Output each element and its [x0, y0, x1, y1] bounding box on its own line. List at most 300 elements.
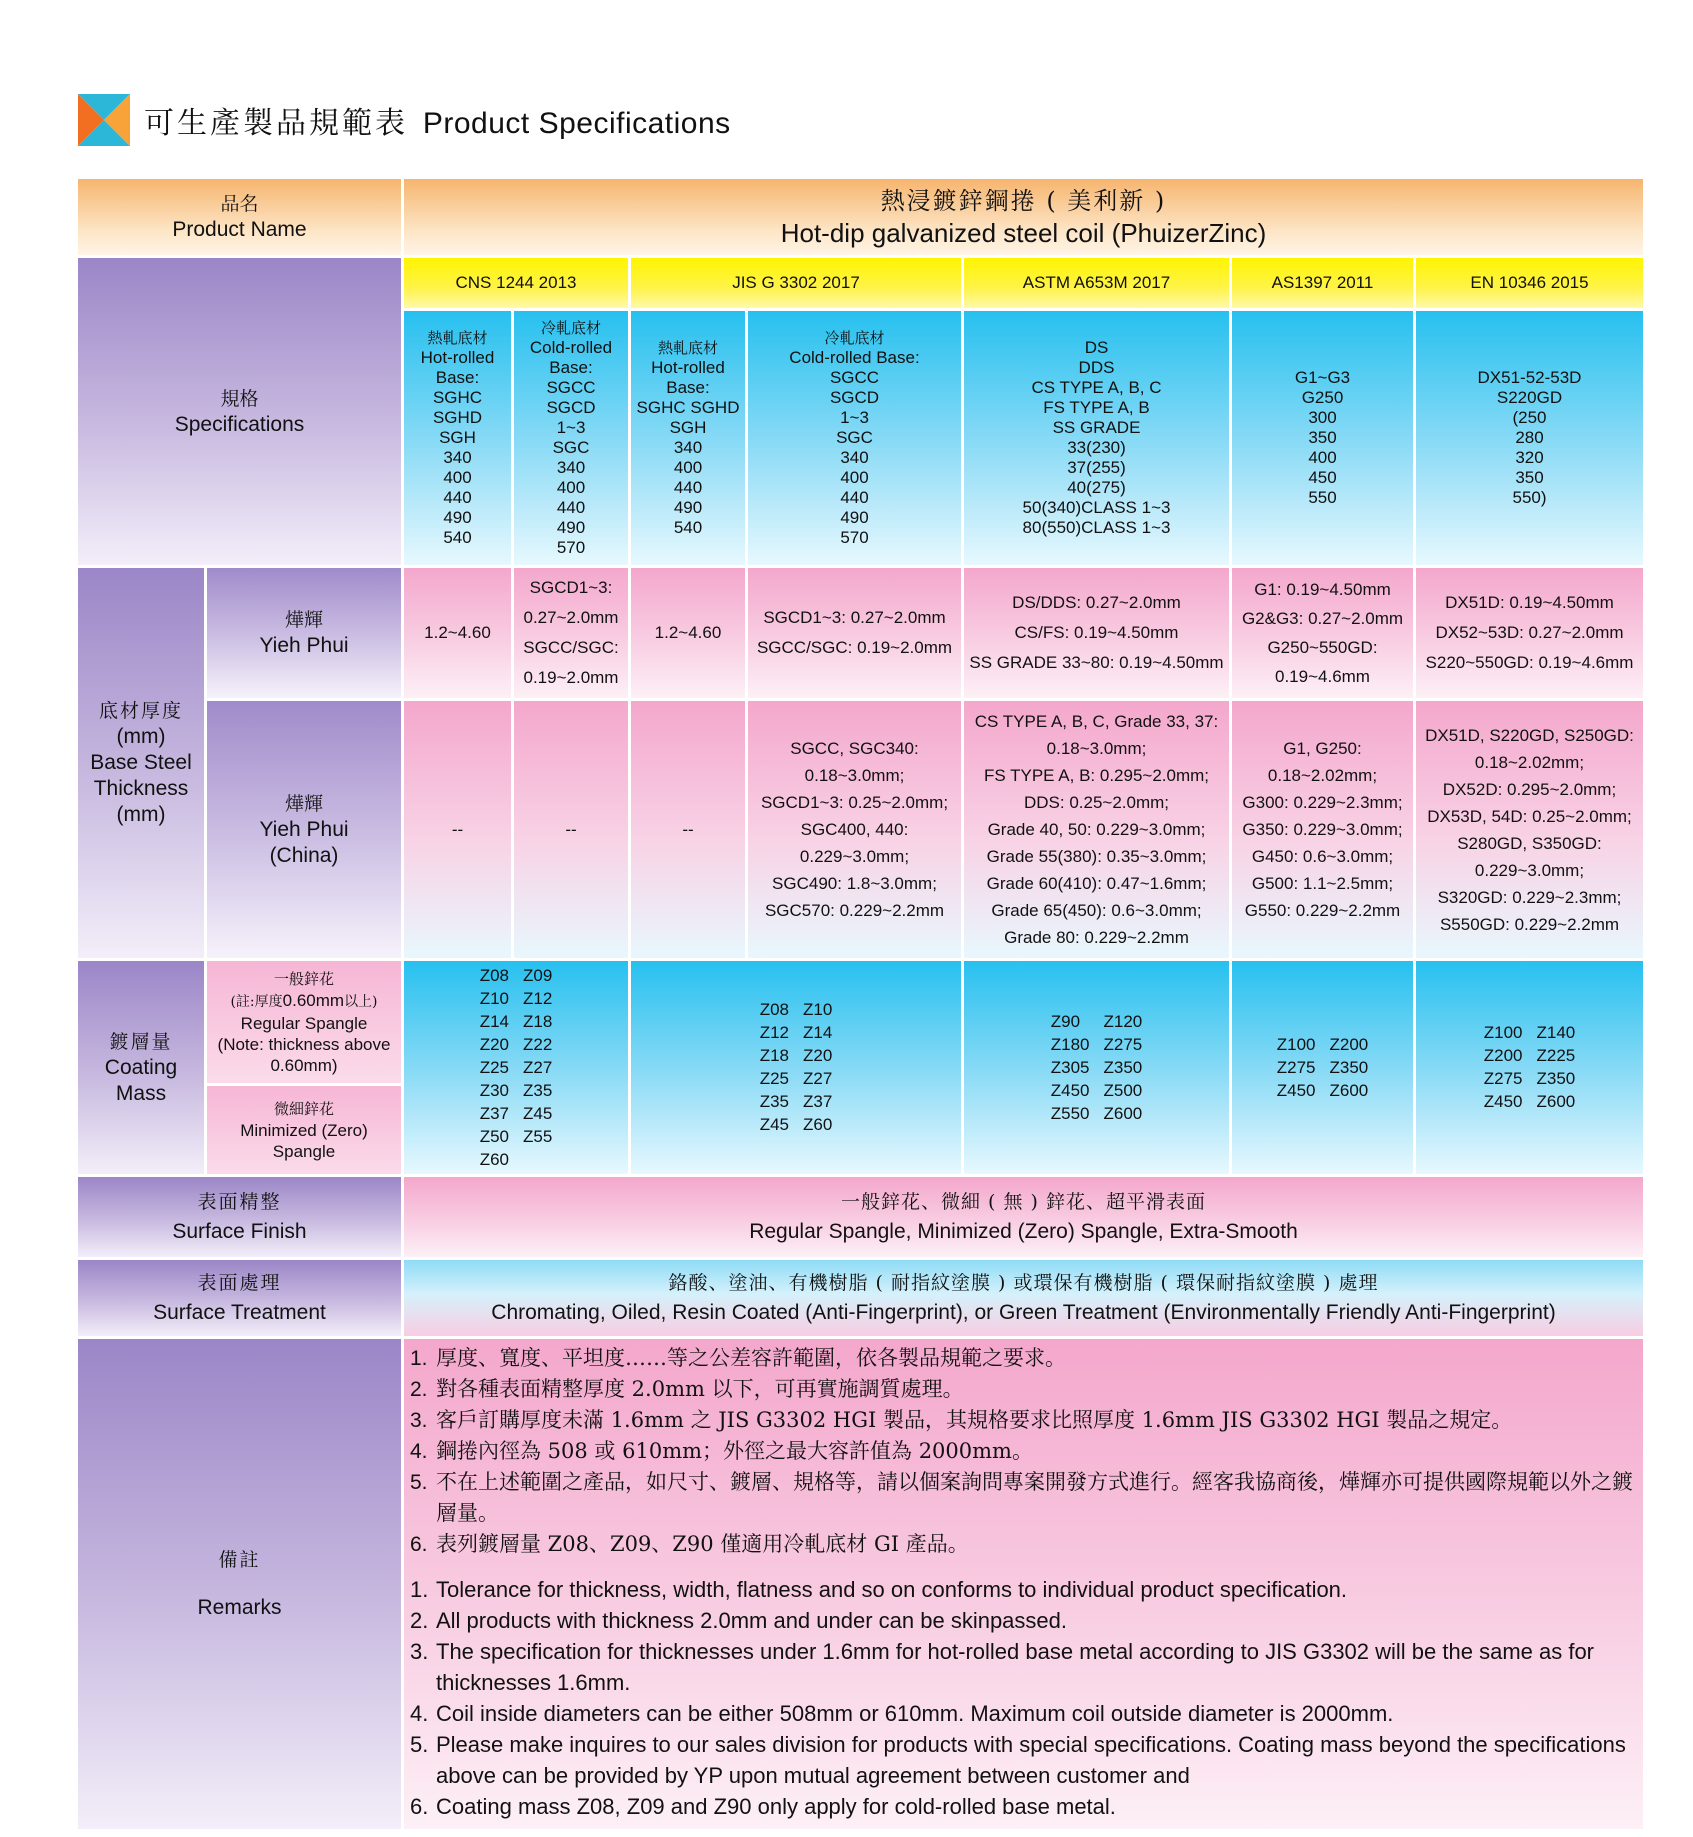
spec-jis-hot-line: 440 [673, 478, 703, 497]
yp-en [1416, 568, 1643, 698]
coating-astm-value: Z120 [1103, 1011, 1143, 1031]
spec-cns-hot-line: Hot-rolled [420, 348, 495, 367]
ypc-en-line: DX51D, S220GD, S250GD: [1425, 725, 1634, 745]
spec-as [1232, 311, 1413, 565]
spec-jis-cold-zh: 冷軋底材 [824, 329, 885, 347]
spec-en-line: S220GD [1496, 388, 1563, 407]
spec-cns-cold-line: 1~3 [556, 418, 586, 437]
coating-cns-grid [480, 966, 553, 1170]
spec-as-line: 450 [1308, 468, 1337, 487]
ypc-en-line: 0.18~2.02mm; [1474, 752, 1585, 772]
ypc-astm-line: Grade 40, 50: 0.229~3.0mm; [987, 820, 1206, 839]
ypc-label-en2: (China) [269, 843, 339, 867]
spec-jis-cold-line: 340 [840, 448, 869, 467]
spec-astm-line: CS TYPE A, B, C [1031, 378, 1162, 397]
spec-cns-hot-line: 340 [443, 448, 472, 467]
minimized-spangle-line: Spangle [272, 1141, 336, 1161]
coating-en-grid [1484, 1023, 1576, 1112]
specifications-label-zh: 規格 [220, 387, 259, 410]
spec-cns-hot-line: 440 [443, 488, 472, 507]
coating-cns-value: Z50 [479, 1126, 509, 1146]
coating-astm [964, 961, 1229, 1174]
spec-jis-hot-line: 340 [673, 438, 703, 457]
spec-cns-hot-line: SGHD [432, 408, 483, 427]
remark-en-item [410, 1574, 1637, 1605]
coating-jis-value: Z14 [803, 1023, 833, 1042]
spec-cns-hot-line: SGH [439, 428, 476, 447]
remarks-content [404, 1339, 1643, 1829]
ypc-cns-hot: -- [404, 701, 511, 958]
yp-astm-line: DS/DDS: 0.27~2.0mm [1012, 593, 1181, 612]
spec-jis-cold [748, 311, 961, 565]
coating-cns-value: Z27 [523, 1057, 553, 1077]
minimized-spangle-zh: 微細鋅花 [273, 1099, 334, 1118]
ypc-astm [964, 701, 1229, 958]
remark-zh-item [410, 1436, 1637, 1467]
ypc-as-line: G500: 1.1~2.5mm; [1251, 874, 1394, 893]
coating-astm-value: Z275 [1103, 1034, 1143, 1054]
remark-en-item [410, 1698, 1637, 1729]
remark-en-item [410, 1729, 1637, 1791]
spec-cns-hot-zh: 熱軋底材 [427, 329, 488, 347]
spec-cns-cold-line: SGC [552, 438, 590, 457]
thickness-label-line: Base Steel [90, 751, 192, 774]
spec-cns-cold-zh: 冷軋底材 [540, 319, 601, 337]
yp-astm [964, 568, 1229, 698]
spec-jis-hot-line: 540 [673, 518, 703, 537]
coating-cns-value: Z30 [479, 1080, 509, 1100]
yp-jis-cold-line: SGCC/SGC: 0.19~2.0mm [756, 638, 953, 657]
coating-as-value: Z350 [1329, 1057, 1369, 1077]
note-zh-part: (註:厚度 [230, 993, 283, 1010]
surface-finish-label [78, 1177, 401, 1257]
coating-astm-value: Z500 [1103, 1080, 1143, 1100]
remark-en-text: Coil inside diameters can be either 508mm or 610mm. Maximum coil outside diameter is 2000mm. [436, 1701, 1394, 1726]
spec-astm-line: FS TYPE A, B [1043, 398, 1150, 417]
yp-as-line: G250~550GD: [1267, 638, 1378, 657]
ypc-label-zh: 燁輝 [284, 792, 323, 815]
coating-cns-value: Z22 [523, 1034, 553, 1054]
spec-astm-line: 33(230) [1067, 438, 1126, 457]
remark-en-number: 1. [410, 1577, 429, 1602]
coating-cns-value: Z14 [479, 1011, 509, 1031]
regular-spangle-line: Regular Spangle [240, 1013, 368, 1033]
standard-astm: ASTM A653M 2017 [964, 258, 1229, 308]
spec-cns-cold-line: 400 [556, 478, 586, 497]
coating-jis-value: Z10 [803, 1000, 833, 1019]
regular-spangle-note-zh [230, 990, 377, 1013]
yp-cns-cold-line: SGCC/SGC: [523, 638, 619, 657]
remarks-label-zh: 備註 [218, 1549, 261, 1571]
spec-astm-line: 37(255) [1067, 458, 1126, 477]
ypc-astm-line: 0.18~3.0mm; [1046, 739, 1147, 758]
spec-cns-cold-line: 570 [556, 538, 586, 557]
ypc-jis-cold-line: SGCD1~3: 0.25~2.0mm; [760, 793, 949, 812]
spec-jis-hot-line: SGHC SGHD [636, 398, 740, 417]
product-name-label-en: Product Name [172, 218, 307, 241]
yp-cns-hot: 1.2~4.60 [404, 568, 511, 698]
remarks-en-list [410, 1574, 1637, 1822]
ypc-as-line: 0.18~2.02mm; [1267, 766, 1378, 785]
remark-en-number: 5. [410, 1732, 429, 1757]
remark-en-number: 4. [410, 1701, 429, 1726]
remark-en-item [410, 1605, 1637, 1636]
coating-cns-value: Z20 [479, 1034, 509, 1054]
yp-as-line: G1: 0.19~4.50mm [1254, 580, 1391, 599]
coating-astm-grid [1051, 1012, 1143, 1124]
ypc-as-line: G450: 0.6~3.0mm; [1251, 847, 1394, 866]
coating-jis-value: Z18 [759, 1046, 789, 1065]
thickness-label [78, 568, 204, 958]
spec-cns-cold-line: Base: [549, 358, 593, 377]
yp-jis-cold-line: SGCD1~3: 0.27~2.0mm [763, 608, 946, 627]
coating-astm-value: Z600 [1103, 1103, 1143, 1123]
regular-spangle-zh: 一般鋅花 [273, 969, 334, 988]
remark-en-item [410, 1791, 1637, 1822]
coating-en-value: Z200 [1483, 1046, 1523, 1065]
remark-zh-text: 厚度、寬度、平坦度……等之公差容許範圍，依各製品規範之要求。 [436, 1346, 1066, 1370]
ypc-jis-cold [748, 701, 961, 958]
spec-jis-cold-line: 570 [840, 528, 869, 547]
thickness-label-zh: 底材厚度 [98, 700, 183, 722]
spec-jis-cold-line: SGCC [829, 368, 880, 387]
remark-zh-text: 不在上述範圍之產品，如尺寸、鍍層、規格等，請以個案詢問專案開發方式進行。經客我協商後，燁輝亦可提供國際規範以外之鍍層量。 [436, 1470, 1633, 1525]
remark-en-text: The specification for thicknesses under 1.6mm for hot-rolled base metal according to JIS G3302 will be the same as for thicknesses 1.6mm. [436, 1639, 1595, 1695]
ypc-en-line: 0.229~3.0mm; [1474, 860, 1585, 880]
ypc-astm-line: Grade 55(380): 0.35~3.0mm; [986, 847, 1207, 866]
yp-jis-cold [748, 568, 961, 698]
yp-label-en: Yieh Phui [259, 634, 349, 657]
spec-astm-line: SS GRADE [1052, 418, 1141, 437]
remark-zh-number: 1. [410, 1347, 428, 1370]
standard-jis: JIS G 3302 2017 [631, 258, 961, 308]
coating-astm-value: Z90 [1050, 1011, 1081, 1031]
ypc-jis-cold-line: 0.229~3.0mm; [799, 847, 910, 866]
spec-cns-hot [404, 311, 511, 565]
yp-as [1232, 568, 1413, 698]
coating-astm-value: Z180 [1050, 1034, 1090, 1054]
coating-cns-value: Z35 [523, 1080, 553, 1100]
minimized-spangle-line: Minimized (Zero) [240, 1120, 368, 1140]
product-name-label [78, 179, 401, 255]
product-name-value-en: Hot-dip galvanized steel coil (PhuizerZinc) [780, 218, 1267, 248]
spec-jis-cold-line: Cold-rolled Base: [789, 348, 920, 367]
spec-as-line: G1~G3 [1294, 368, 1351, 387]
page-header [78, 94, 731, 146]
spec-jis-cold-line: SGC [836, 428, 873, 447]
coating-as [1232, 961, 1413, 1174]
yp-cns-cold [514, 568, 628, 698]
spec-as-line: 300 [1308, 408, 1337, 427]
spec-jis-hot-zh: 熱軋底材 [657, 339, 718, 357]
coating-label-zh: 鍍層量 [109, 1030, 173, 1053]
coating-cns-value: Z55 [523, 1126, 553, 1146]
ypc-jis-cold-line: SGCC, SGC340: [790, 739, 919, 758]
spec-jis-hot-line: Hot-rolled [651, 358, 725, 377]
spec-en-line: 320 [1515, 448, 1544, 467]
product-name-value [404, 179, 1643, 255]
surface-treatment-label-zh: 表面處理 [197, 1272, 282, 1294]
surface-treatment-value [404, 1260, 1643, 1336]
coating-as-grid [1277, 1035, 1369, 1101]
coating-jis [631, 961, 961, 1174]
remark-zh-number: 6. [410, 1533, 428, 1556]
remark-zh-item [410, 1343, 1637, 1374]
surface-treatment-label [78, 1260, 401, 1336]
surface-finish-value-zh: 一般鋅花、微細 ( 無 ) 鋅花、超平滑表面 [841, 1191, 1206, 1213]
remark-zh-number: 2. [410, 1378, 428, 1401]
ypc-astm-line: CS TYPE A, B, C, Grade 33, 37: [974, 712, 1219, 731]
remarks-label-en: Remarks [197, 1596, 282, 1619]
remark-en-text: Tolerance for thickness, width, flatness and so on conforms to individual product specification. [436, 1577, 1348, 1602]
coating-cns [404, 961, 628, 1174]
spec-jis-cold-line: 490 [840, 508, 869, 527]
coating-en-value: Z350 [1536, 1069, 1576, 1088]
coating-jis-value: Z20 [803, 1046, 833, 1065]
ypc-en-line: DX53D, 54D: 0.25~2.0mm; [1427, 806, 1632, 826]
coating-jis-value: Z27 [803, 1069, 833, 1088]
coating-jis-grid [760, 1000, 833, 1135]
ypc-cns-cold: -- [514, 701, 628, 958]
yp-cns-cold-line: 0.19~2.0mm [523, 668, 619, 687]
remark-zh-number: 4. [410, 1440, 428, 1463]
company-logo-icon [78, 94, 130, 146]
spec-cns-hot-line: 540 [443, 528, 472, 547]
spec-en-line: 280 [1515, 428, 1544, 447]
ypc-as [1232, 701, 1413, 958]
ypc-astm-line: FS TYPE A, B: 0.295~2.0mm; [983, 766, 1210, 785]
coating-jis-value: Z37 [803, 1092, 833, 1111]
yp-en-line: DX52~53D: 0.27~2.0mm [1435, 623, 1624, 642]
coating-astm-value: Z350 [1103, 1057, 1143, 1077]
yp-cns-cold-line: SGCD1~3: [529, 578, 613, 597]
spec-as-line: 350 [1308, 428, 1337, 447]
remark-en-number: 3. [410, 1639, 429, 1664]
coating-en-value: Z140 [1536, 1023, 1576, 1042]
spec-en-line: (250 [1512, 408, 1547, 427]
coating-cns-value: Z09 [523, 965, 553, 985]
coating-label [78, 961, 204, 1174]
ypc-label-en: Yieh Phui [259, 817, 349, 841]
minimized-spangle-label [207, 1086, 401, 1174]
note-zh-part: 以上) [344, 993, 378, 1010]
coating-label-en: Mass [115, 1081, 167, 1105]
remark-zh-item [410, 1405, 1637, 1436]
coating-en-value: Z600 [1536, 1092, 1576, 1111]
surface-treatment-label-en: Surface Treatment [153, 1301, 326, 1324]
yp-jis-hot: 1.2~4.60 [631, 568, 745, 698]
remark-zh-item [410, 1529, 1637, 1560]
coating-cns-value: Z60 [479, 1149, 509, 1169]
spec-as-line: 550 [1308, 488, 1337, 507]
coating-jis-value: Z45 [759, 1115, 789, 1134]
remarks-zh-list [410, 1343, 1637, 1560]
spec-astm-line: 40(275) [1067, 478, 1126, 497]
ypc-jis-cold-line: SGC570: 0.229~2.2mm [764, 901, 945, 920]
yp-en-line: S220~550GD: 0.19~4.6mm [1425, 653, 1634, 672]
surface-finish-value-en: Regular Spangle, Minimized (Zero) Spangle, Extra-Smooth [749, 1220, 1298, 1243]
spec-cns-cold-line: SGCC [546, 378, 596, 397]
regular-spangle-label [207, 961, 401, 1083]
spec-cns-cold-line: 490 [556, 518, 586, 537]
spec-as-line: G250 [1301, 388, 1344, 407]
remark-zh-number: 3. [410, 1409, 428, 1432]
coating-jis-value: Z12 [759, 1023, 789, 1042]
ypc-en [1416, 701, 1643, 958]
coating-en [1416, 961, 1643, 1174]
surface-treatment-value-zh: 鉻酸、塗油、有機樹脂 ( 耐指紋塗膜 ) 或環保有機樹脂 ( 環保耐指紋塗膜 ) 處理 [668, 1272, 1379, 1294]
coating-as-value: Z275 [1276, 1057, 1316, 1077]
spec-astm-line: 80(550)CLASS 1~3 [1022, 518, 1171, 537]
yp-as-line: G2&G3: 0.27~2.0mm [1241, 609, 1404, 628]
remark-zh-text: 對各種表面精整厚度 2.0mm 以下，可再實施調質處理。 [436, 1377, 964, 1401]
spec-as-line: 400 [1308, 448, 1337, 467]
coating-cns-value: Z08 [479, 965, 509, 985]
surface-finish-label-en: Surface Finish [172, 1220, 307, 1243]
ypc-as-line: G550: 0.229~2.2mm [1244, 901, 1401, 920]
standard-cns: CNS 1244 2013 [404, 258, 628, 308]
spec-cns-cold-line: 340 [556, 458, 586, 477]
coating-astm-value: Z550 [1050, 1103, 1090, 1123]
spec-en [1416, 311, 1643, 565]
remark-en-number: 2. [410, 1608, 429, 1633]
spec-cns-cold-line: 440 [556, 498, 586, 517]
ypc-astm-line: Grade 80: 0.229~2.2mm [1004, 928, 1189, 947]
ypc-en-line: S320GD: 0.229~2.3mm; [1437, 887, 1622, 907]
coating-astm-value: Z305 [1050, 1057, 1090, 1077]
yp-astm-line: CS/FS: 0.19~4.50mm [1014, 623, 1179, 642]
spec-astm-line: 50(340)CLASS 1~3 [1022, 498, 1171, 517]
ypc-jis-cold-line: SGC400, 440: [800, 820, 909, 839]
remark-zh-item [410, 1374, 1637, 1405]
coating-cns-value: Z18 [523, 1011, 553, 1031]
spec-en-line: DX51-52-53D [1477, 368, 1582, 387]
spec-jis-cold-line: 440 [840, 488, 869, 507]
coating-jis-value: Z08 [759, 1000, 789, 1019]
spec-jis-hot [631, 311, 745, 565]
remark-zh-item [410, 1467, 1637, 1529]
spec-table [78, 179, 1634, 1819]
spec-cns-cold [514, 311, 628, 565]
ypc-astm-line: Grade 60(410): 0.47~1.6mm; [986, 874, 1207, 893]
ypc-as-line: G350: 0.229~3.0mm; [1242, 820, 1403, 839]
ypc-as-line: G1, G250: [1283, 739, 1362, 758]
coating-en-value: Z450 [1483, 1092, 1523, 1111]
remark-zh-text: 鋼捲內徑為 508 或 610mm；外徑之最大容許值為 2000mm。 [436, 1439, 1033, 1463]
regular-spangle-line: (Note: thickness above [217, 1034, 391, 1054]
ypc-jis-cold-line: 0.18~3.0mm; [804, 766, 905, 785]
coating-en-value: Z275 [1483, 1069, 1523, 1088]
yp-label [207, 568, 401, 698]
ypc-jis-cold-line: SGC490: 1.8~3.0mm; [772, 874, 937, 893]
surface-finish-label-zh: 表面精整 [197, 1191, 282, 1213]
ypc-jis-hot: -- [631, 701, 745, 958]
note-num: 0.60mm [282, 990, 345, 1010]
yp-as-line: 0.19~4.6mm [1275, 667, 1370, 686]
spec-cns-hot-line: Base: [435, 368, 480, 387]
coating-cns-value: Z12 [523, 988, 553, 1008]
coating-label-en: Coating [104, 1055, 178, 1079]
yp-en-line: DX51D: 0.19~4.50mm [1445, 593, 1614, 612]
product-name-value-zh: 熱浸鍍鋅鋼捲 ( 美利新 ) [880, 187, 1167, 215]
spec-jis-cold-line: 400 [840, 468, 869, 487]
spec-jis-hot-line: 490 [673, 498, 703, 517]
yp-label-zh: 燁輝 [284, 609, 323, 631]
ypc-en-line: S280GD, S350GD: [1457, 833, 1602, 853]
remark-en-text: Please make inquires to our sales division for products with special specifications. Coating mass beyond the specifications above can be provided by YP upon mutual agreement between customer and [436, 1732, 1626, 1788]
remark-zh-number: 5. [410, 1471, 428, 1494]
coating-as-value: Z200 [1329, 1034, 1369, 1054]
standard-as: AS1397 2011 [1232, 258, 1413, 308]
spec-en-line: 350 [1515, 468, 1544, 487]
coating-cns-value: Z37 [479, 1103, 509, 1123]
page-title-en: Product Specifications [422, 107, 731, 140]
coating-cns-value: Z25 [479, 1057, 509, 1077]
spec-astm-line: DDS [1078, 358, 1115, 377]
spec-jis-cold-line: 1~3 [840, 408, 869, 427]
coating-jis-value: Z35 [759, 1092, 789, 1111]
remark-en-number: 6. [410, 1794, 429, 1819]
spec-astm [964, 311, 1229, 565]
remark-zh-text: 表列鍍層量 Z08、Z09、Z90 僅適用冷軋底材 GI 產品。 [436, 1532, 969, 1556]
surface-finish-value [404, 1177, 1643, 1257]
remarks-label [78, 1339, 401, 1829]
spec-en-line: 550) [1512, 488, 1547, 507]
spec-jis-hot-line: Base: [666, 378, 710, 397]
remark-zh-text: 客戶訂購厚度未滿 1.6mm 之 JIS G3302 HGI 製品，其規格要求比照厚度 1.6mm JIS G3302 HGI 製品之規定。 [436, 1408, 1513, 1432]
remark-en-item [410, 1636, 1637, 1698]
coating-as-value: Z600 [1329, 1080, 1369, 1100]
coating-cns-value: Z45 [523, 1103, 553, 1123]
coating-jis-value: Z25 [759, 1069, 789, 1088]
page-title [144, 98, 731, 142]
spec-cns-cold-line: Cold-rolled [529, 338, 613, 357]
yp-astm-line: SS GRADE 33~80: 0.19~4.50mm [969, 653, 1224, 672]
spec-jis-cold-line: SGCD [829, 388, 880, 407]
spec-cns-hot-line: 400 [443, 468, 472, 487]
spec-jis-hot-line: SGH [669, 418, 707, 437]
remark-en-text: Coating mass Z08, Z09 and Z90 only apply for cold-rolled base metal. [436, 1794, 1116, 1819]
coating-as-value: Z450 [1276, 1080, 1316, 1100]
ypc-as-line: G300: 0.229~2.3mm; [1242, 793, 1403, 812]
specifications-label-en: Specifications [174, 412, 305, 436]
thickness-label-line: (mm) [116, 725, 166, 748]
coating-cns-value: Z10 [479, 988, 509, 1008]
coating-cns-value [523, 1150, 552, 1170]
regular-spangle-line: 0.60mm) [270, 1055, 338, 1075]
ypc-en-line: DX52D: 0.295~2.0mm; [1442, 779, 1617, 799]
coating-astm-value: Z450 [1050, 1080, 1090, 1100]
ypc-astm-line: DDS: 0.25~2.0mm; [1023, 793, 1170, 812]
page-title-zh: 可生產製品規範表 [144, 106, 408, 141]
coating-jis-value: Z60 [803, 1115, 833, 1134]
product-name-label-zh: 品名 [220, 193, 259, 215]
coating-as-value: Z100 [1276, 1034, 1316, 1054]
ypc-astm-line: Grade 65(450): 0.6~3.0mm; [991, 901, 1202, 920]
spec-cns-hot-line: 490 [443, 508, 472, 527]
spec-cns-cold-line: SGCD [546, 398, 596, 417]
surface-treatment-value-en: Chromating, Oiled, Resin Coated (Anti-Fingerprint), or Green Treatment (Environmentally Friendly Anti-Fingerprint) [491, 1301, 1556, 1324]
thickness-label-line: (mm) [116, 803, 166, 826]
coating-en-value: Z225 [1536, 1046, 1576, 1065]
spec-cns-hot-line: SGHC [432, 388, 483, 407]
specifications-label [78, 258, 401, 565]
coating-en-value: Z100 [1483, 1023, 1523, 1042]
ypc-en-line: S550GD: 0.229~2.2mm [1439, 914, 1620, 934]
thickness-label-line: Thickness [93, 777, 189, 800]
remark-en-text: All products with thickness 2.0mm and under can be skinpassed. [436, 1608, 1067, 1633]
standard-en: EN 10346 2015 [1416, 258, 1643, 308]
